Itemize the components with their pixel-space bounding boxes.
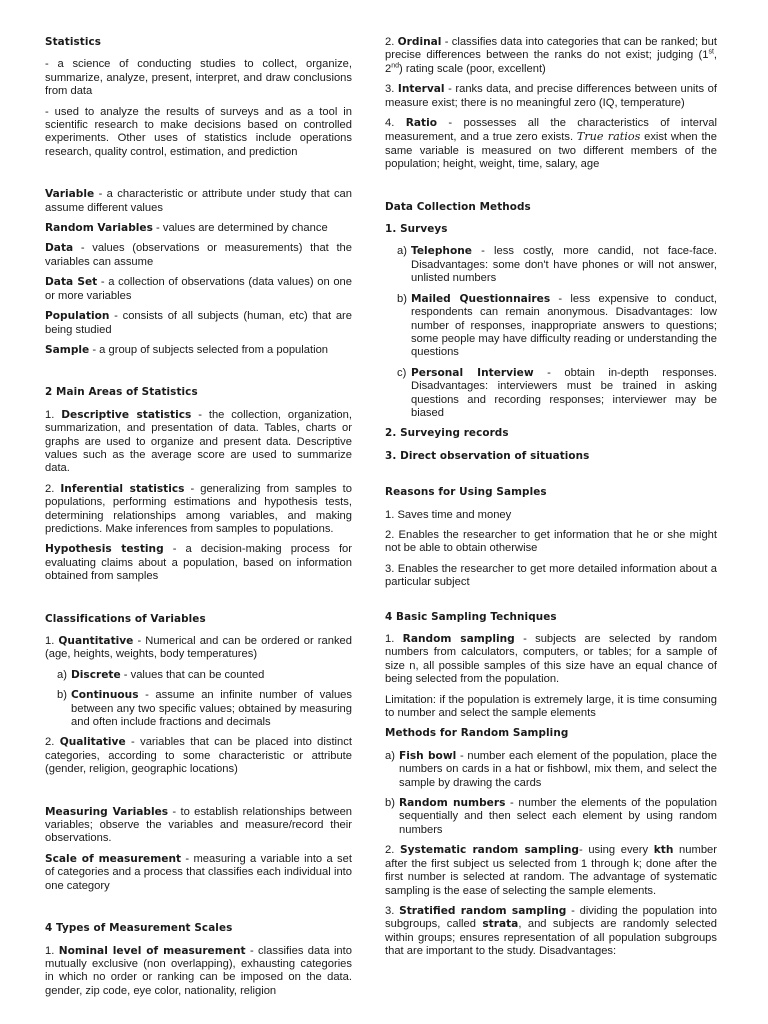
reason-3: 3. Enables the researcher to get more detailed information about a particular subject: [385, 562, 717, 589]
list-marker: a): [397, 245, 407, 258]
qualitative-definition: 2. Qualitative - variables that can be placed into distinct categories, according to some characteristic or attribute (gender, religion, geographic locations): [45, 736, 352, 776]
nominal-level: 1. Nominal level of measurement - classifies data into mutually exclusive (non overlapping), exhausting categories in which no order or ranking can be imposed on the data. gender, zip code, eye color, nationality, religion: [45, 944, 352, 997]
continuous-item: b) Continuous - assume an infinite number of values between any two specific values; obtained by measuring and often include fractions and decimals: [45, 689, 352, 729]
fish-bowl-item: a) Fish bowl - number each element of the population, place the numbers on cards in a hat or fishbowl, mix them, and select the sample by drawing the cards: [385, 749, 717, 789]
ordinal-level: 2. Ordinal - classifies data into categories that can be ranked; but precise differences between the ranks do not exist; judging (1st, 2nd) rating scale (poor, excellent): [385, 36, 717, 75]
statistics-heading: Statistics: [45, 36, 102, 48]
discrete-item: a) Discrete - values that can be counted: [45, 669, 352, 682]
surveying-records-heading: 2. Surveying records: [385, 427, 509, 440]
measurement-scales-heading: 4 Types of Measurement Scales: [45, 922, 233, 935]
random-variables-definition: Random Variables - values are determined by chance: [45, 222, 328, 235]
sample-definition: Sample - a group of subjects selected from a population: [45, 343, 329, 356]
list-marker: b): [385, 797, 395, 810]
statistics-definition-1: - a science of conducting studies to collect, organize, summarize, analyze, present, interpret, and draw conclusions from data: [45, 58, 352, 98]
variable-definition: Variable - a characteristic or attribute under study that can assume different values: [45, 188, 352, 214]
random-numbers-item: b) Random numbers - number the elements of the population sequentially and then select each element by using random numbers: [385, 797, 717, 836]
data-set-definition: Data Set - a collection of observations (data values) on one or more variables: [45, 276, 352, 302]
statistics-definition-2: - used to analyze the results of surveys and as a tool in scientific research to make decisions based on controlled experiments. Other uses of statistics include operations research, quality control, estimation, and prediction: [45, 105, 352, 158]
stratified-random-sampling: 3. Stratified random sampling - dividing the population into subgroups, called strata, and subjects are randomly selected within groups; ensures representation of all population subgroups that are important to the study. Disadvantages:: [385, 904, 717, 958]
random-sampling: 1. Random sampling - subjects are selected by random numbers from calculators, computers, or tables; for a sample of size n, all possible samples of this size have an equal chance of being selected from the population.: [385, 633, 717, 686]
systematic-random-sampling: 2. Systematic random sampling- using every kth number after the first subject us selected from 1 through k; done after the first number is selected at random. The advantage of systematic sampling is the ease of selecting the sample elements.: [385, 844, 717, 897]
measuring-variables: Measuring Variables - to establish relationships between variables; observe the variables and measure/record their observations.: [45, 805, 353, 845]
classifications-heading: Classifications of Variables: [45, 612, 206, 625]
random-sampling-methods-heading: Methods for Random Sampling: [385, 727, 569, 740]
interval-level: 3. Interval - ranks data, and precise differences between units of measure exist; there is no meaningful zero (IQ, temperature): [385, 83, 717, 109]
list-marker: c): [397, 366, 407, 379]
sampling-techniques-heading: 4 Basic Sampling Techniques: [385, 610, 557, 623]
list-marker: a): [385, 749, 395, 762]
list-marker: a): [57, 668, 67, 681]
telephone-item: a) Telephone - less costly, more candid, not face-face. Disadvantages: some don't have phones or will not answer, unlisted numbers: [385, 245, 717, 285]
reason-1: 1. Saves time and money: [385, 508, 512, 521]
population-definition: Population - consists of all subjects (human, etc) that are being studied: [45, 310, 352, 336]
direct-observation-heading: 3. Direct observation of situations: [385, 449, 590, 462]
surveys-heading: 1. Surveys: [385, 223, 448, 236]
data-definition: Data - values (observations or measurements) that the variables can assume: [45, 242, 352, 268]
descriptive-statistics: 1. Descriptive statistics - the collection, organization, summarization, and presentation of data. Tables, charts or graphs are used to organize and present data. Descriptive values such as the average score are used to summarize data.: [45, 408, 352, 475]
reasons-heading: Reasons for Using Samples: [385, 486, 547, 499]
hypothesis-testing: Hypothesis testing - a decision-making process for evaluating claims about a population, based on information obtained from samples: [45, 543, 352, 583]
quantitative-definition: 1. Quantitative - Numerical and can be ordered or ranked (age, heights, weights, body temperatures): [45, 635, 352, 661]
data-collection-heading: Data Collection Methods: [385, 200, 531, 213]
limitation-text: Limitation: if the population is extremely large, it is time consuming to number and select the sample elements: [385, 693, 717, 720]
reason-2: 2. Enables the researcher to get information that he or she might not be able to obtain otherwise: [385, 528, 717, 555]
mailed-questionnaires-item: b) Mailed Questionnaires - less expensive to conduct, respondents can remain anonymous. Disadvantages: low number of responses, inappropriate answers to questions; some people may have difficulty reading or understanding the questions: [385, 293, 717, 360]
list-marker: b): [57, 689, 67, 702]
list-marker: b): [397, 292, 407, 305]
ratio-level: 4. Ratio - possesses all the characteristics of interval measurement, and a true zero exists. True ratios exist when the same variable is measured on two different members of the population; height, weight, time, salary, age: [385, 117, 717, 171]
left-column: [45, 36, 352, 1005]
personal-interview-item: c) Personal Interview - obtain in-depth responses. Disadvantages: interviewers must be trained in asking questions and recording responses; interviewer may be biased: [385, 367, 717, 421]
scale-of-measurement: Scale of measurement - measuring a variable into a set of categories and a process that classifies each individual into one category: [45, 852, 352, 892]
right-column: [385, 36, 717, 966]
inferential-statistics: 2. Inferential statistics - generalizing from samples to populations, performing estimations and hypothesis tests, determining relationships among variables, and making predictions. Make inferences from samples to populations.: [45, 482, 352, 535]
main-areas-heading: 2 Main Areas of Statistics: [45, 386, 198, 399]
